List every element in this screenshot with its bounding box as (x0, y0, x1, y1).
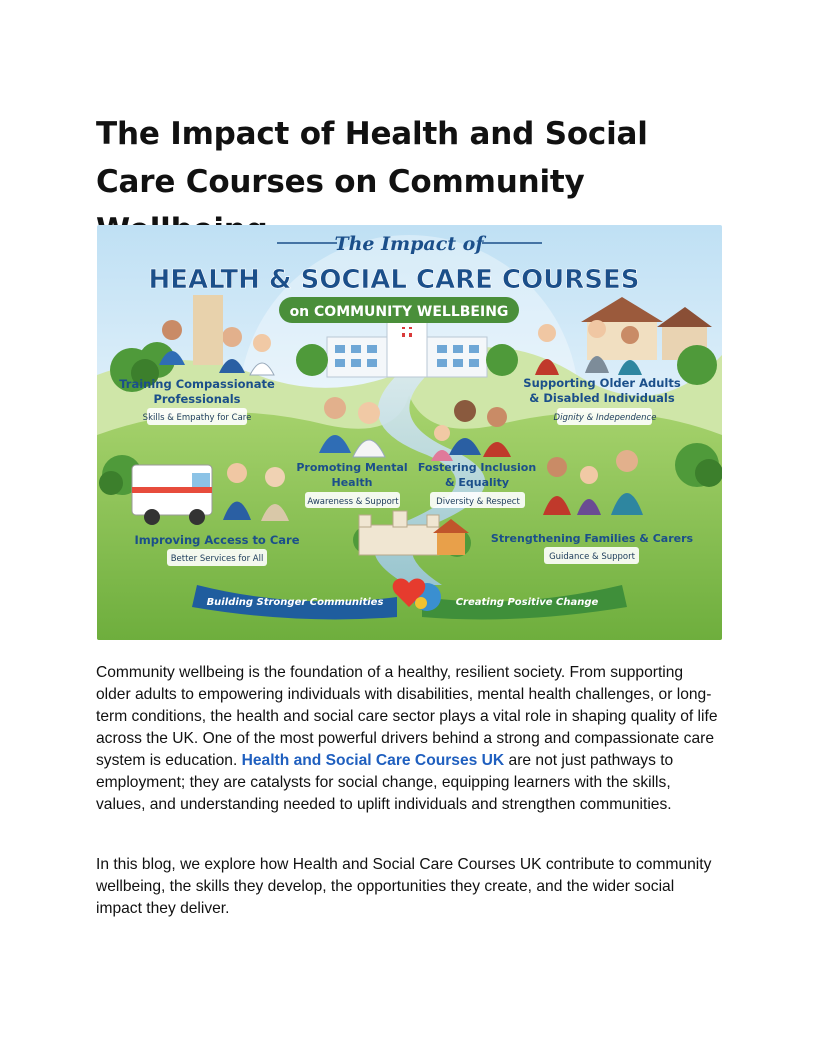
infographic-image (97, 225, 722, 640)
panel-title-line2: & Equality (444, 476, 510, 489)
blog-overview-paragraph: In this blog, we explore how Health and Social Care Courses UK contribute to community wellbeing, the skills they develop, the opportunities they create, and the wider social impact they deliver. (96, 856, 712, 917)
banner-right-text: Creating Positive Change (455, 597, 599, 608)
panel-title-line1: Improving Access to Care (134, 533, 300, 547)
panel-title-line2: & Disabled Individuals (529, 391, 675, 405)
panel-caption: Skills & Empathy for Care (142, 413, 252, 423)
panel-caption: Guidance & Support (549, 552, 635, 562)
panel-title-line1: Supporting Older Adults (523, 376, 681, 390)
intro-text-before: Community wellbeing is the foundation of a healthy, resilient society. From supporting older adults to empowering individuals with disabilities, mental health challenges, or long-term conditions, the health and social care sector plays a vital role in shaping quality of life across the UK. One of the most powerful drivers behind a strong and compassionate care system is education. (96, 664, 718, 769)
article-title: The Impact of Health and Social Care Courses on Community (96, 116, 648, 200)
banner-left-text: Building Stronger Communities (206, 597, 384, 608)
intro-paragraph (96, 662, 720, 816)
courses-link[interactable]: Health and Social Care Courses UK (241, 752, 505, 769)
panel-title-line1: Strengthening Families & Carers (490, 532, 694, 545)
panel-title-line1: Promoting Mental (296, 461, 408, 474)
panel-title-line1: Fostering Inclusion (417, 461, 537, 474)
panel-title-line2: Professionals (153, 392, 241, 406)
header-script: The Impact of (334, 233, 484, 255)
header-sub: on COMMUNITY WELLBEING (289, 304, 509, 320)
panel-caption: Diversity & Respect (436, 497, 520, 507)
intro-text-after: are not just pathways to employment; they are catalysts for social change, equipping learners with the skills, values, and understanding needed to uplift individuals and strengthen communities. (96, 752, 674, 813)
header-main: HEALTH & SOCIAL CARE COURSES (148, 265, 640, 295)
panel-caption: Better Services for All (170, 554, 264, 564)
panel-title-line1: Training Compassionate (119, 377, 275, 391)
panel-caption: Awareness & Support (307, 497, 399, 507)
panel-caption: Dignity & Independence (553, 413, 657, 423)
panel-title-line2: Health (331, 476, 373, 489)
